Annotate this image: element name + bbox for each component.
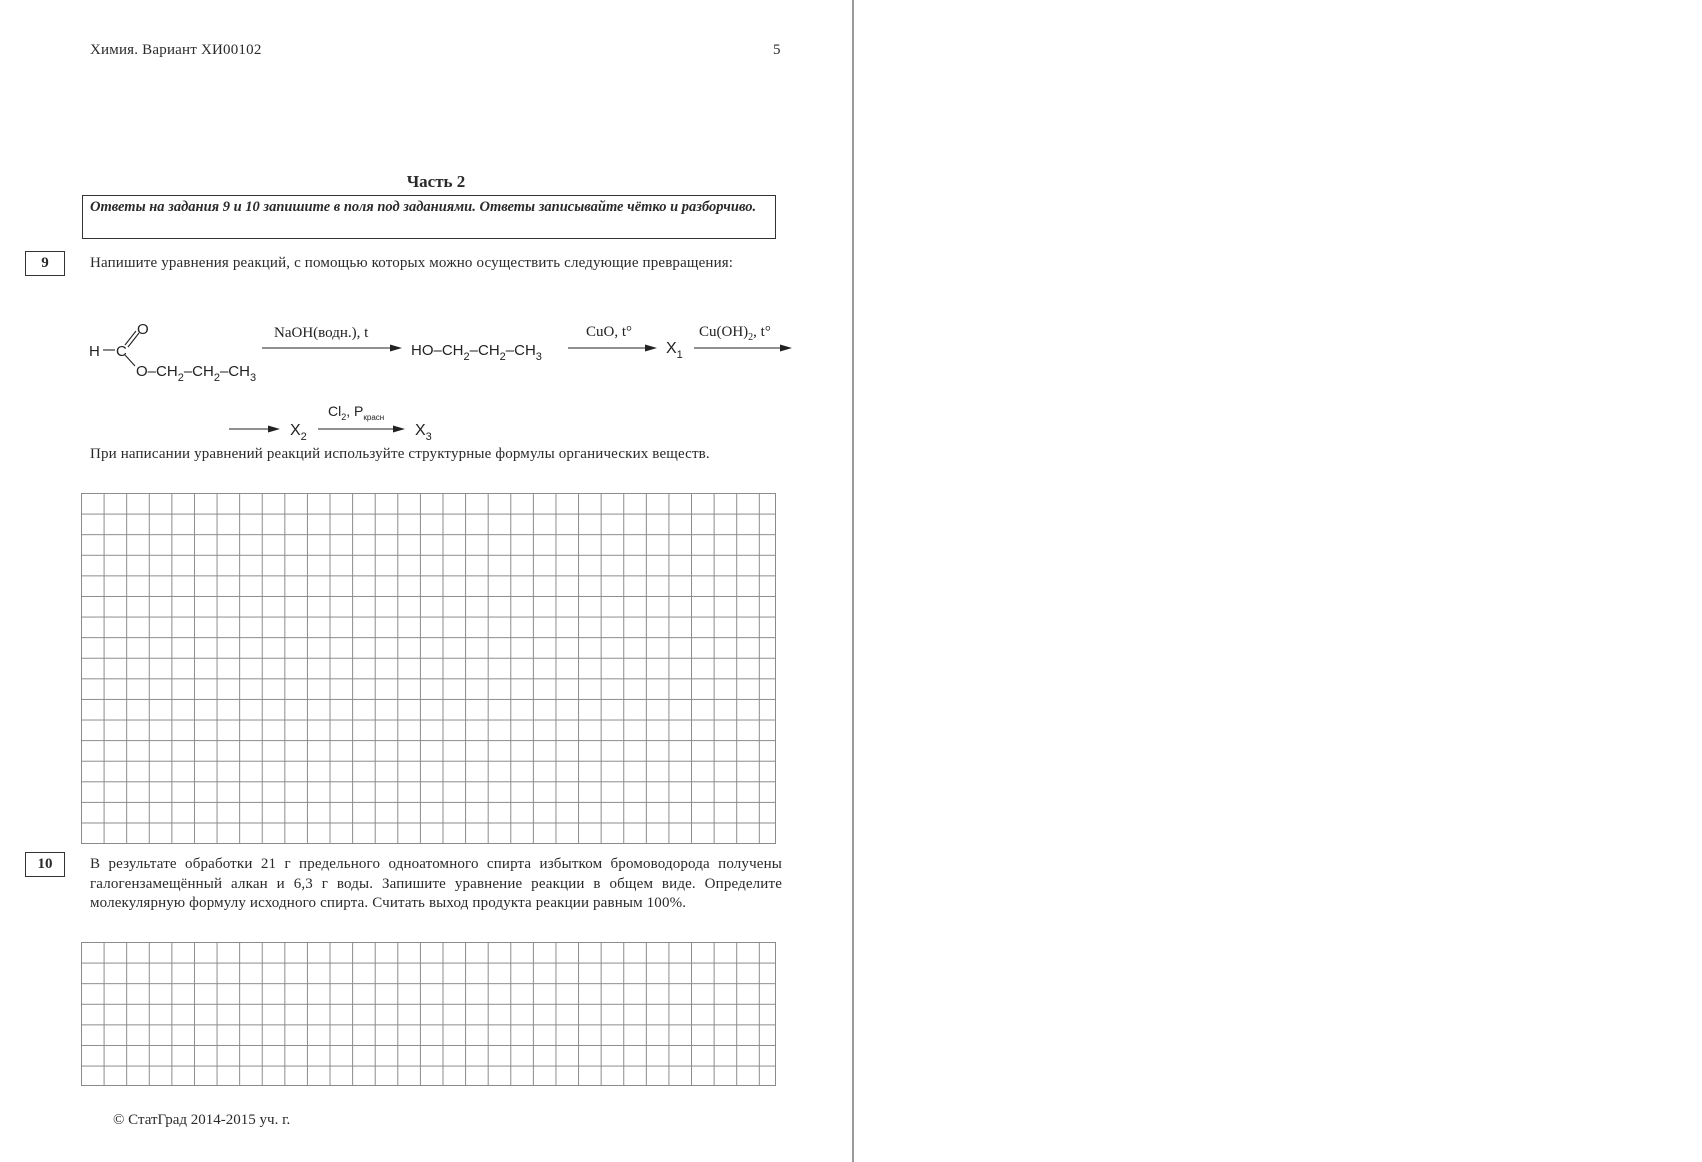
part-title: Часть 2 (406, 172, 466, 191)
reactant-h: H (89, 343, 100, 360)
reaction-scheme (0, 300, 852, 450)
arrow3-label: $Cu(OH)_2$, t° (699, 324, 771, 343)
x1: $X_1$ (666, 340, 683, 361)
instruction-box: Ответы на задания 9 и 10 запишите в поля под заданиями. Ответы записывайте чётко и разборчиво. (82, 195, 776, 239)
answer-grid-task-10[interactable] (81, 942, 776, 1086)
reactant-o-top: O (137, 321, 149, 338)
page-number: 5 (773, 42, 781, 58)
x2: $X_2$ (290, 422, 307, 443)
answer-grid-task-9[interactable] (81, 493, 776, 844)
reactant-c: C (116, 343, 127, 360)
arrow2-label: CuO, t° (586, 324, 633, 340)
task-9-text: Напишите уравнения реакций, с помощью которых можно осуществить следующие превращения: (90, 255, 734, 271)
task-10-text: В результате обработки 21 г предельного одноатомного спирта избытком бромоводорода получены галогензамещённый алкан и 6,3 г воды. Запишите уравнение реакции в общем виде. Определите молекулярную формулу исходного спирта. Считать выход продукта реакции равным 100%. (90, 856, 782, 911)
task-9-note: При написании уравнений реакций используйте структурные формулы органических веществ. (90, 446, 710, 462)
header-title: Химия. Вариант ХИ00102 (90, 42, 262, 58)
x3: $X_3$ (415, 422, 432, 443)
reactant-chain: $O-CH_2-CH_2-CH_3$ (136, 363, 257, 384)
product1: $HO-CH_2-CH_2-CH_3$ (411, 342, 542, 363)
arrow1-label: NaOH(водн.), t (274, 325, 369, 341)
blank-page (854, 0, 1702, 1162)
task-9-number: 9 (25, 251, 65, 276)
copyright: © СтатГрад 2014-2015 уч. г. (113, 1112, 291, 1128)
arrow4-label: $Cl_2$, $P_{красн}$ (328, 403, 385, 422)
task-10-number: 10 (25, 852, 65, 877)
